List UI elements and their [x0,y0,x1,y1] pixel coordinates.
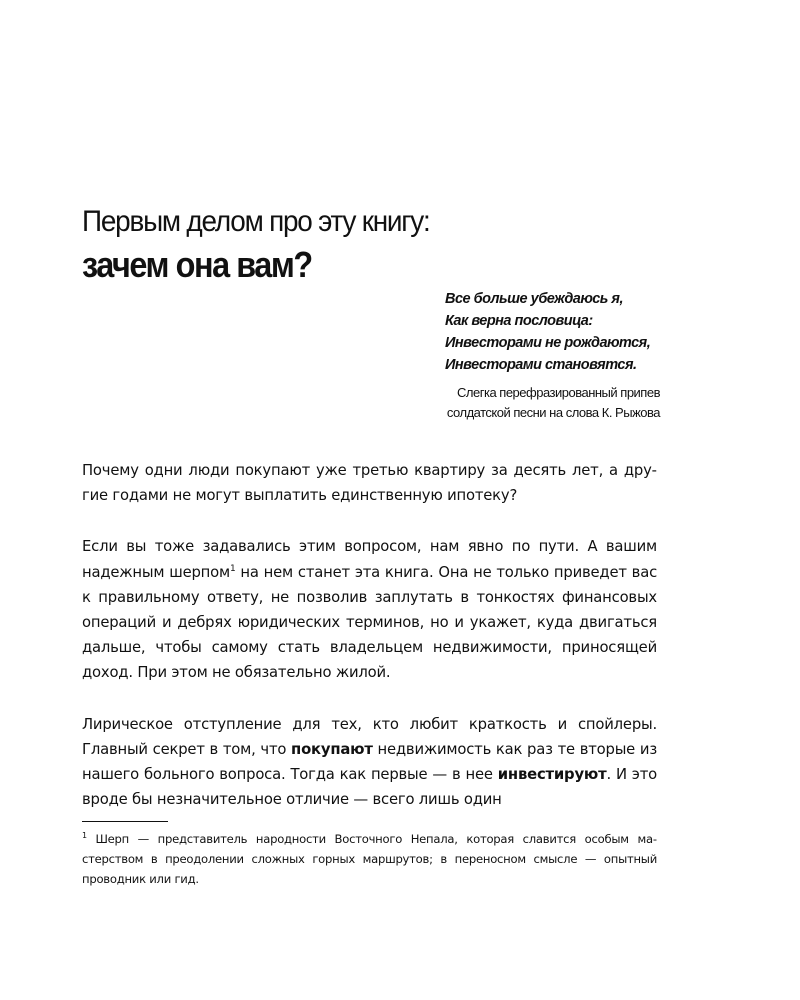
attribution-line: солдатской песни на слова К. Рыжова [446,405,660,420]
paragraph-2 [82,534,657,685]
footnote-text: Шерп — представитель народности Восточного Непала, которая славится особым мастерством в преодолении сложных горных маршрутов; в переносном смысле — опытный проводник или гид. [82,832,657,886]
epigraph-attribution [420,383,660,423]
footnote-divider [82,821,168,822]
chapter-title-line-2: зачем она вам? [82,244,312,285]
bold-term-buy: покупают [291,740,373,758]
paragraph-2-text-b: на нем станет эта книга. Она не только приведет вас к правильному ответу, не позволив заплутать в тонкостях финансовых операций и дебрях юридических терминов, но и укажет, куда двигаться дальше, чтобы самому стать владельцем недвижимости, приносящей доход. При этом не обязательно жилой. [82,563,658,682]
attribution-line: Слегка перефразированный припев [457,385,660,400]
epigraph-line: Все больше убеждаюсь я, [445,291,623,307]
paragraph-3 [82,712,657,813]
epigraph [420,288,660,423]
body-text [82,458,658,841]
footnote [82,829,657,889]
footnote-reference[interactable]: 1 [229,563,236,574]
epigraph-line: Инвесторами становятся. [445,357,637,373]
epigraph-line: Инвесторами не рождаются, [445,335,651,351]
paragraph-3-text-a: Лирическое отступление для тех, кто любит краткость и спойлеры. Главный секрет в том, что [82,715,657,758]
chapter-heading [82,203,682,287]
epigraph-line: Как верна пословица: [445,313,593,329]
bold-term-invest: инвестируют [497,766,607,784]
chapter-title-line-1: Первым делом про эту книгу: [82,205,430,238]
paragraph-3-text-b: недвижимость как раз те вторые из нашего больного вопроса. Тогда как первые — в нее [82,740,657,784]
paragraph-1: Почему одни люди покупают уже третью квартиру за десять лет, а другие годами не могут выплатить единственную ипотеку? [82,462,657,505]
footnote-number: 1 [82,831,87,841]
paragraph-3-text-c: . И это вроде бы незначительное отличие — всего лишь один [82,766,657,809]
paragraph-2-text-a: Если вы тоже задавались этим вопросом, нам явно по пути. А вашим надежным шерпом [82,538,657,581]
